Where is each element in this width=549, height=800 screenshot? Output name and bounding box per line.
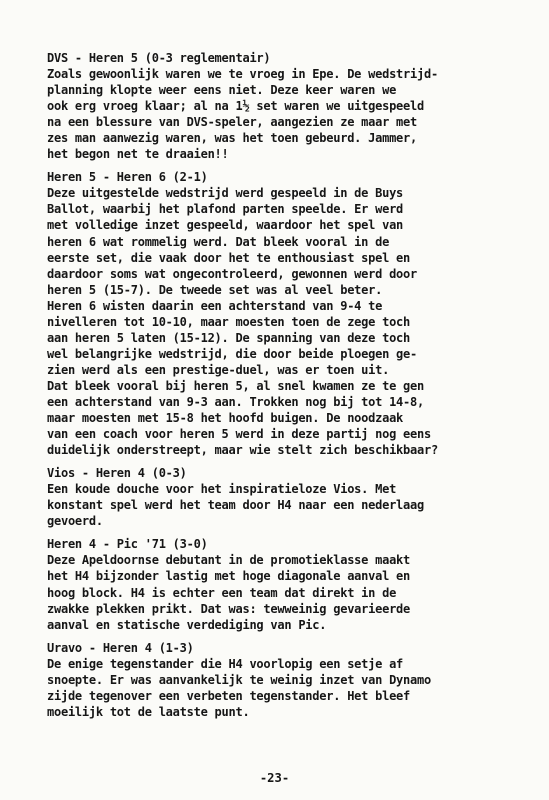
match-heading: Heren 5 - Heren 6 (2-1) [47,170,208,185]
text-line: De enige tegenstander die H4 voorlopig een setje af [47,656,404,671]
text-line: het begon net te draaien!! [47,147,229,162]
text-line: zwakke plekken prikt. Dat was: tewweinig gevarieerde [47,601,411,616]
text-line: moeilijk tot de laatste punt. [47,704,250,719]
text-line: Een koude douche voor het inspiratieloze Vios. Met [47,482,397,497]
match-heading: Uravo - Heren 4 (1-3) [47,640,194,655]
text-line: maar moesten met 15-8 het hoofd buigen. De noodzaak [47,411,404,426]
text-line: gevoerd. [47,514,103,529]
text-line: ook erg vroeg klaar; al na 1½ set waren we uitgespeeld [47,99,424,114]
text-line: snoepte. Er was aanvankelijk te weinig inzet van Dynamo [47,672,431,687]
text-line: aanval en statische verdediging van Pic. [47,617,327,632]
text-line: zijde tegenover een verbeten tegenstander. Het bleef [47,688,411,703]
text-line: zes man aanwezig waren, was het toen gebeurd. Jammer, [47,131,418,146]
match-report-heren5-heren6 [47,169,542,458]
text-line: nivelleren tot 10-10, maar moesten toen de zege toch [47,314,411,329]
text-line: aan heren 5 laten (15-12). De spanning van deze toch [47,330,411,345]
text-line: Zoals gewoonlijk waren we te vroeg in Epe. De wedstrijd- [47,67,438,82]
match-heading: DVS - Heren 5 (0-3 reglementair) [47,51,271,65]
text-line: met volledige inzet gespeeld, waardoor het spel van [47,218,404,233]
text-line: planning klopte weer eens niet. Deze keer waren we [47,83,397,98]
text-line: konstant spel werd het team door H4 naar een nederlaag [47,498,424,513]
text-line: duidelijk onderstreept, maar wie stelt zich beschikbaar? [47,443,438,458]
text-line: heren 5 (15-7). De tweede set was al veel beter. [47,282,383,297]
page-number: -23- [259,771,290,785]
text-line: van een coach voor heren 5 werd in deze partij nog eens [47,427,431,442]
text-line: Dat bleek vooral bij heren 5, al snel kwamen ze te gen [47,378,424,393]
text-line: het H4 bijzonder lastig met hoge diagonale aanval en [47,569,411,584]
match-report-heren4-pic71 [47,536,542,632]
match-report-dvs-heren5 [47,50,542,162]
match-report-uravo-heren4 [47,640,542,720]
text-line: eerste set, die vaak door het te enthousiast spel en [47,250,411,265]
text-line: hoog block. H4 is echter een team dat direkt in de [47,585,397,600]
match-heading: Vios - Heren 4 (0-3) [47,466,187,481]
text-line: een achterstand van 9-3 aan. Trokken nog bij tot 14-8, [47,394,424,409]
text-line: daardoor soms wat ongecontroleerd, gewonnen werd door [47,266,418,281]
match-heading: Heren 4 - Pic '71 (3-0) [47,537,208,552]
text-line: Heren 6 wisten daarin een achterstand van 9-4 te [47,298,383,313]
match-report-vios-heren4 [47,465,542,529]
text-line: na een blessure van DVS-speler, aangezien ze maar met [47,115,418,130]
text-line: Deze uitgestelde wedstrijd werd gespeeld in de Buys [47,186,404,201]
report-content [47,50,542,720]
text-line: Deze Apeldoornse debutant in de promotieklasse maakt [47,553,411,568]
text-line: zien werd als een prestige-duel, was er toen uit. [47,362,390,377]
text-line: Ballot, waarbij het plafond parten speelde. Er werd [47,202,404,217]
text-line: heren 6 wat rommelig werd. Dat bleek vooral in de [47,234,390,249]
text-line: wel belangrijke wedstrijd, die door beide ploegen ge- [47,346,418,361]
